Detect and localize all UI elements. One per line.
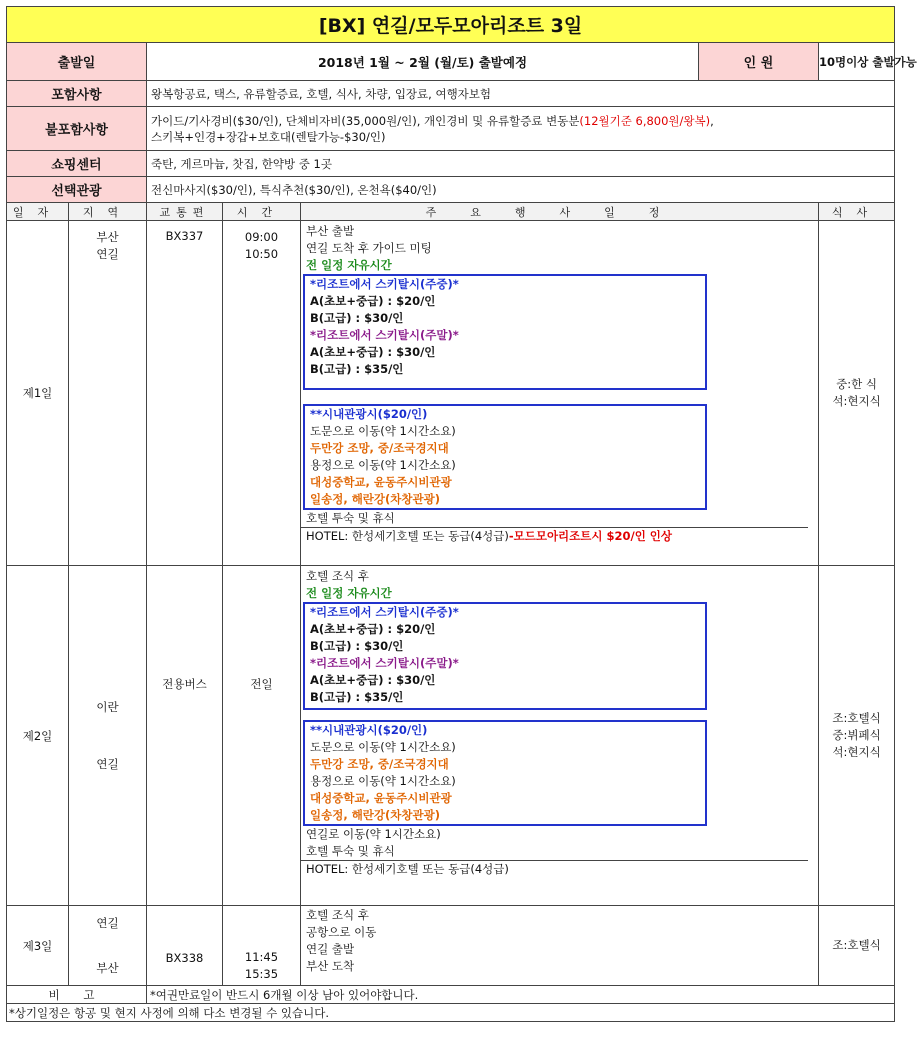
day1-hotel (301, 527, 808, 544)
day1-time-2: 10:50 (244, 247, 279, 261)
day1-region (69, 221, 147, 566)
day3-label: 제3일 (7, 906, 69, 986)
day1-ski-weekend-a: A(초보+중급) : $30/인 (310, 345, 436, 359)
day1-ski-weekend-b: B(고급) : $35/인 (310, 362, 404, 376)
day1-meal-1: 중:한 식 (836, 377, 877, 391)
day1-row (7, 221, 895, 566)
page-title: [BX] 연길/모두모아리조트 3일 (7, 7, 895, 43)
day1-ski-weekday-a: A(초보+중급) : $20/인 (310, 294, 436, 308)
day3-time (223, 906, 301, 986)
day2-schedule (301, 566, 819, 906)
day1-city-5: 일송정, 해란강(차창관광) (310, 492, 440, 506)
day2-free-time: 전 일정 자유시간 (306, 586, 392, 600)
day3-schedule (301, 906, 819, 986)
excluded-comma: , (710, 113, 714, 128)
header-time: 시간 (223, 203, 301, 221)
header-schedule: 주요행사일정 (301, 203, 819, 221)
day2-ski-weekday-b: B(고급) : $30/인 (310, 639, 404, 653)
day3-transport: BX338 (147, 906, 223, 986)
day1-ski-weekday-title: *리조트에서 스키탈시(주중)* (310, 277, 459, 291)
day2-ski-weekend-title: *리조트에서 스키탈시(주말)* (310, 656, 459, 670)
day1-transport: BX337 (147, 221, 223, 566)
day1-time-1: 09:00 (244, 230, 279, 244)
remark-value: *여권만료일이 반드시 6개월 이상 남아 있어야합니다. (147, 986, 895, 1004)
day2-meal-1: 조:호텔식 (832, 711, 881, 725)
day2-ski-box (303, 602, 707, 710)
departure-label: 출발일 (7, 43, 147, 81)
day1-ski-weekend-title: *리조트에서 스키탈시(주말)* (310, 328, 459, 342)
schedule-header-row (7, 203, 895, 221)
excluded-line1: 가이드/기사경비($30/인), 단체비자비(35,000원/인), 개인경비 및 유류할증료 변동분 (151, 113, 580, 128)
day2-meal (819, 566, 895, 906)
included-label: 포함사항 (7, 81, 147, 107)
day2-city-3: 용정으로 이동(약 1시간소요) (310, 774, 456, 788)
note-row (7, 1004, 895, 1022)
day1-intro-1: 부산 출발 (306, 224, 355, 238)
day1-meal (819, 221, 895, 566)
shopping-label: 쇼핑센터 (7, 151, 147, 177)
day1-meal-2: 석:현지식 (832, 394, 881, 408)
included-value: 왕복항공료, 택스, 유류할증료, 호텔, 식사, 차량, 입장료, 여행자보험 (147, 81, 895, 107)
header-transport: 교통편 (147, 203, 223, 221)
day3-meal (819, 906, 895, 986)
day2-city-title: **시내관광시($20/인) (310, 723, 428, 737)
day1-after-1: 호텔 투숙 및 휴식 (306, 511, 395, 525)
day2-ski-weekday-title: *리조트에서 스키탈시(주중)* (310, 605, 459, 619)
header-day: 일자 (7, 203, 69, 221)
remark-row (7, 986, 895, 1004)
shopping-value: 죽탄, 게르마늄, 찻집, 한약방 중 1곳 (147, 151, 895, 177)
people-value: 10명이상 출발가능 (819, 43, 895, 81)
day3-meal-1: 조:호텔식 (832, 938, 881, 952)
excluded-value (147, 107, 895, 151)
day1-intro-2: 연길 도착 후 가이드 미팅 (306, 241, 432, 255)
day1-free-time: 전 일정 자유시간 (306, 258, 392, 272)
itinerary-table (6, 6, 917, 1022)
day1-city-3: 용정으로 이동(약 1시간소요) (310, 458, 456, 472)
header-meal: 식사 (819, 203, 895, 221)
day2-after-1: 연길로 이동(약 1시간소요) (306, 827, 441, 841)
day2-city-box (303, 720, 707, 826)
day2-city-1: 도문으로 이동(약 1시간소요) (310, 740, 456, 754)
day1-ski-weekday-b: B(고급) : $30/인 (310, 311, 404, 325)
day3-line-2: 공항으로 이동 (306, 925, 377, 939)
day2-region-1: 이란 (96, 699, 119, 714)
day3-line-1: 호텔 조식 후 (306, 908, 369, 922)
excluded-label: 불포함사항 (7, 107, 147, 151)
day2-ski-weekday-a: A(초보+중급) : $20/인 (310, 622, 436, 636)
day2-meal-3: 석:현지식 (832, 745, 881, 759)
day2-intro-1: 호텔 조식 후 (306, 569, 369, 583)
day3-region (69, 906, 147, 986)
people-label: 인 원 (699, 43, 819, 81)
day1-hotel-extra: -모드모아리조트시 $20/인 인상 (508, 529, 673, 543)
day2-region-2: 연길 (96, 756, 119, 771)
day3-row (7, 906, 895, 986)
day1-region-2: 연길 (96, 247, 119, 261)
day1-city-1: 도문으로 이동(약 1시간소요) (310, 424, 456, 438)
day2-ski-weekend-a: A(초보+중급) : $30/인 (310, 673, 436, 687)
itinerary-sheet (6, 6, 917, 1022)
day1-time (223, 221, 301, 566)
day3-line-3: 연길 출발 (306, 942, 355, 956)
day3-region-1: 연길 (96, 915, 119, 930)
day1-label: 제1일 (7, 221, 69, 566)
day1-city-4: 대성중학교, 윤동주시비관광 (310, 475, 452, 489)
day2-city-4: 대성중학교, 윤동주시비관광 (310, 791, 452, 805)
footer-note: *상기일정은 항공 및 현지 사정에 의해 다소 변경될 수 있습니다. (7, 1004, 895, 1022)
day2-city-2: 두만강 조망, 중/조국경지대 (310, 757, 449, 771)
excluded-line2: 스키복+인경+장갑+보호대(렌탈가능-$30/인) (151, 129, 386, 144)
day3-region-2: 부산 (96, 960, 119, 975)
day1-region-1: 부산 (96, 230, 119, 244)
day2-region (69, 566, 147, 906)
day2-time: 전일 (223, 566, 301, 906)
excluded-fuel-note: (12월기준 6,800원/왕복) (579, 113, 711, 128)
day2-city-5: 일송정, 해란강(차창관광) (310, 808, 440, 822)
remark-label: 비 고 (7, 986, 147, 1004)
day1-city-box (303, 404, 707, 510)
optional-value: 전신마사지($30/인), 특식추천($30/인), 온천욕($40/인) (147, 177, 895, 203)
day3-time-1: 11:45 (244, 950, 279, 964)
day1-city-title: **시내관광시($20/인) (310, 407, 428, 421)
day1-schedule (301, 221, 819, 566)
day2-meal-2: 중:뷔페식 (832, 728, 881, 742)
day2-hotel: HOTEL: 한성세기호텔 또는 동급(4성급) (301, 860, 808, 877)
day2-ski-weekend-b: B(고급) : $35/인 (310, 690, 404, 704)
departure-value: 2018년 1월 ~ 2월 (월/토) 출발예정 (147, 43, 699, 81)
day3-time-2: 15:35 (244, 967, 279, 981)
day2-after-2: 호텔 투숙 및 휴식 (306, 844, 395, 858)
day2-row (7, 566, 895, 906)
day2-transport: 전용버스 (147, 566, 223, 906)
day2-label: 제2일 (7, 566, 69, 906)
header-region: 지역 (69, 203, 147, 221)
day1-city-2: 두만강 조망, 중/조국경지대 (310, 441, 449, 455)
day1-ski-box (303, 274, 707, 390)
day3-line-4: 부산 도착 (306, 959, 355, 973)
day1-hotel-text: HOTEL: 한성세기호텔 또는 동급(4성급) (306, 529, 509, 543)
optional-label: 선택관광 (7, 177, 147, 203)
